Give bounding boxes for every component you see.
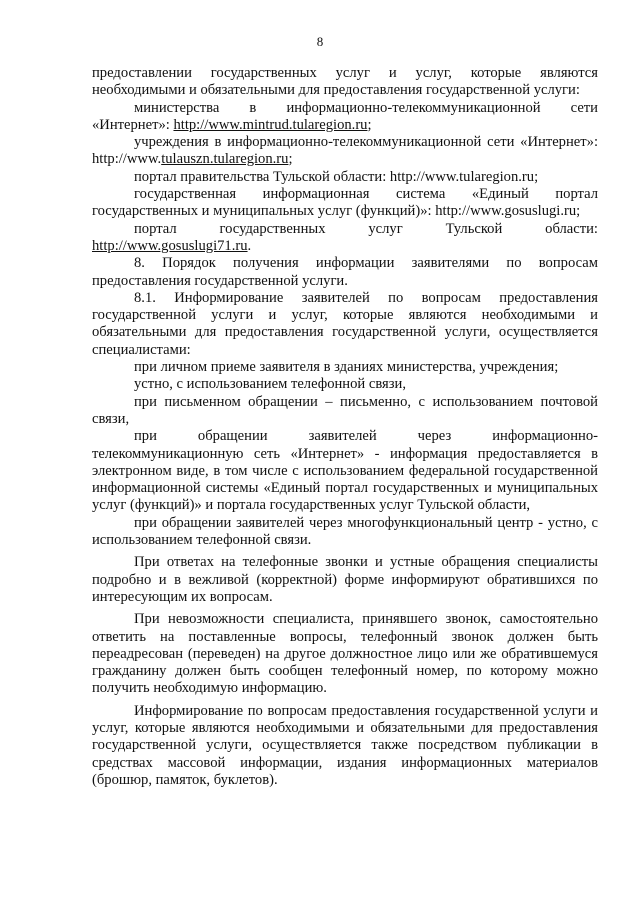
paragraph-text: ;	[288, 151, 293, 168]
page-number: 8	[316, 34, 324, 49]
paragraph-regional-portal	[92, 221, 598, 256]
paragraph-phone-answers: При ответах на телефонные звонки и устные обращения специалисты подробно и в вежливой (корректной) форме информируют обратившихся по интересующим их вопросам.	[92, 554, 598, 605]
institution-site-link[interactable]: tulauszn.tularegion.ru	[161, 151, 289, 168]
section-8-heading: 8. Порядок получения информации заявителями по вопросам предоставления государственной услуги.	[92, 255, 598, 289]
paragraph-text: .	[247, 237, 252, 254]
paragraph-government-portal: портал правительства Тульской области: http://www.tularegion.ru;	[134, 168, 539, 185]
paragraph-personal-reception: при личном приеме заявителя в зданиях министерства, учреждения;	[134, 359, 559, 376]
paragraph-media: Информирование по вопросам предоставления государственной услуги и услуг, которые являются необходимыми и обязательными для предоставления государственной услуги, осуществляется также посредством публикации в средствах массовой информации, издания информационных материалов (брошюр, памяток, буклетов).	[92, 702, 598, 788]
paragraph-redirect: При невозможности специалиста, принявшего звонок, самостоятельно ответить на поставленные вопросы, телефонный звонок должен быть переадресован (переведен) на другое должностное лицо или же обратившемуся гражданину должен быть сообщен телефонный номер, по которому можно получить необходимую информацию.	[92, 611, 598, 697]
paragraph-text: ;	[367, 116, 372, 133]
paragraph-phone: устно, с использованием телефонной связи,	[134, 376, 406, 393]
paragraph-internet: при обращении заявителей через информационно-телекоммуникационную сеть «Интернет» - информация предоставляется в электронном виде, в том числе с использованием федеральной государственной информационной системы «Единый портал государственных и муниципальных услуг (функций)» и портала государственных услуг Тульской области,	[92, 428, 598, 514]
paragraph-text: портал государственных услуг Тульской области:	[134, 220, 598, 237]
paragraph-intro-continuation: предоставлении государственных услуг и услуг, которые являются необходимыми и обязательными для предоставления государственной услуги:	[92, 65, 598, 99]
paragraph-ministry-site	[92, 100, 598, 135]
regional-portal-link[interactable]: http://www.gosuslugi71.ru	[92, 237, 248, 254]
paragraph-institution-site	[92, 134, 598, 169]
paragraph-text: министерства в информационно-телекоммуникационной сети «Интернет»:	[92, 99, 598, 133]
paragraph-text: учреждения в информационно-телекоммуникационной сети «Интернет»: http://www.	[92, 134, 598, 168]
paragraph-mfc: при обращении заявителей через многофункциональный центр - устно, с использованием телефонной связи.	[92, 514, 598, 549]
document-body	[92, 65, 598, 789]
paragraph-8-1: 8.1. Информирование заявителей по вопросам предоставления государственной услуги и услуг, которые являются необходимыми и обязательными для предоставления государственной услуги, осуществляется специалистами:	[92, 289, 598, 358]
ministry-site-link[interactable]: http://www.mintrud.tularegion.ru	[173, 116, 368, 133]
paragraph-unified-portal: государственная информационная система «Единый портал государственных и муниципальных услуг (функций)»: http://www.gosuslugi.ru;	[92, 186, 598, 220]
paragraph-written: при письменном обращении – письменно, с использованием почтовой связи,	[92, 393, 598, 427]
